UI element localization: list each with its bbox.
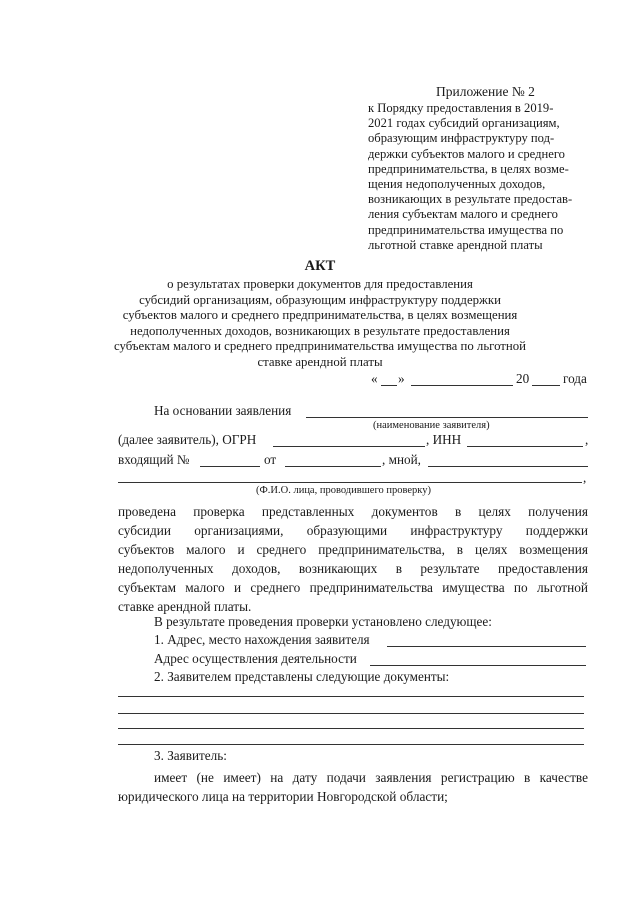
applicant-name-field[interactable]	[306, 417, 588, 418]
from-label: от	[264, 452, 277, 467]
paragraph-line: субсидии организациями, образующими инфраструктуру поддержки	[118, 523, 588, 538]
item2-label: 2. Заявителем представлены следующие документы:	[154, 669, 450, 684]
item1-label: 1. Адрес, место нахождения заявителя	[154, 632, 370, 647]
inspector-name-field[interactable]	[118, 482, 582, 483]
by-me-label: , мной,	[382, 452, 421, 467]
documents-line-1[interactable]	[118, 696, 584, 697]
ogrn-field[interactable]	[273, 446, 425, 447]
date-day-field[interactable]	[381, 385, 397, 386]
appendix-line: щения недополученных доходов,	[368, 177, 546, 192]
paragraph-line: субъектам малого и среднего предпринимательства имущества по льготной	[118, 580, 588, 595]
appendix-reference	[368, 101, 608, 253]
appendix-line: возникающих в результате предостав-	[368, 192, 573, 207]
paragraph-line: проведена проверка представленных документов в целях получения	[118, 504, 588, 519]
appendix-line: к Порядку предоставления в 2019-	[368, 101, 554, 115]
inspector-comma: ,	[583, 470, 587, 485]
subtitle-line: недополученных доходов, возникающих в результате предоставления	[130, 323, 510, 338]
act-subtitle	[0, 277, 640, 371]
result-intro: В результате проведения проверки установлено следующее:	[154, 614, 492, 629]
inn-comma: ,	[585, 432, 589, 447]
paragraph-line: недополученных доходов, возникающих в результате предоставления	[118, 561, 588, 576]
act-title: АКТ	[304, 258, 336, 274]
date-century: 20	[516, 371, 530, 386]
registration-paragraph	[118, 768, 588, 806]
paragraph-line: субъектов малого и среднего предпринимательства, в целях возмещения	[118, 542, 588, 557]
date-open-quote: «	[371, 371, 378, 386]
verification-paragraph	[118, 502, 588, 616]
applicant-address-field[interactable]	[387, 646, 586, 647]
paragraph-line: ставке арендной платы.	[118, 599, 252, 614]
date-close-quote: »	[398, 371, 405, 386]
appendix-line: 2021 годах субсидий организациям,	[368, 116, 560, 131]
item1b-label: Адрес осуществления деятельности	[154, 651, 357, 666]
appendix-line: предпринимательства, в целях возме-	[368, 161, 569, 176]
inn-field[interactable]	[467, 446, 583, 447]
documents-line-4[interactable]	[118, 744, 584, 745]
date-year-word: года	[563, 371, 587, 386]
incoming-label: входящий №	[118, 452, 190, 467]
appendix-line: предпринимательства имущества по	[368, 222, 564, 237]
inspector-field-start[interactable]	[428, 466, 588, 467]
subtitle-line: субъектам малого и среднего предпринимательства имущества по льготной	[114, 339, 526, 354]
paragraph-line: юридического лица на территории Новгородской области;	[118, 789, 448, 804]
paragraph-line: имеет (не имеет) на дату подачи заявления регистрацию в качестве	[154, 770, 588, 785]
subtitle-line: субъектов малого и среднего предпринимательства, в целях возмещения	[122, 308, 518, 323]
inn-label: , ИНН	[426, 432, 462, 447]
date-year-field[interactable]	[532, 385, 560, 386]
incoming-number-field[interactable]	[200, 466, 260, 467]
incoming-date-field[interactable]	[285, 466, 381, 467]
item3-label: 3. Заявитель:	[154, 748, 227, 763]
appendix-title: Приложение № 2	[436, 84, 535, 99]
inspector-hint: (Ф.И.О. лица, проводившего проверку)	[256, 485, 432, 496]
appendix-line: держки субъектов малого и среднего	[368, 146, 565, 161]
subtitle-line: ставке арендной платы	[257, 354, 383, 369]
appendix-line: образующим инфраструктуру под-	[368, 131, 555, 146]
ogrn-label: (далее заявитель), ОГРН	[118, 432, 257, 447]
documents-line-2[interactable]	[118, 713, 584, 714]
documents-line-3[interactable]	[118, 728, 584, 729]
appendix-line: ления субъектам малого и среднего	[368, 207, 558, 222]
activity-address-field[interactable]	[370, 665, 586, 666]
date-month-field[interactable]	[411, 385, 513, 386]
basis-label: На основании заявления	[154, 403, 292, 418]
appendix-line: льготной ставке арендной платы	[368, 237, 543, 252]
subtitle-line: субсидий организациям, образующим инфраструктуру поддержки	[139, 292, 501, 307]
subtitle-line: о результатах проверки документов для предоставления	[167, 277, 473, 291]
applicant-hint: (наименование заявителя)	[373, 420, 490, 431]
